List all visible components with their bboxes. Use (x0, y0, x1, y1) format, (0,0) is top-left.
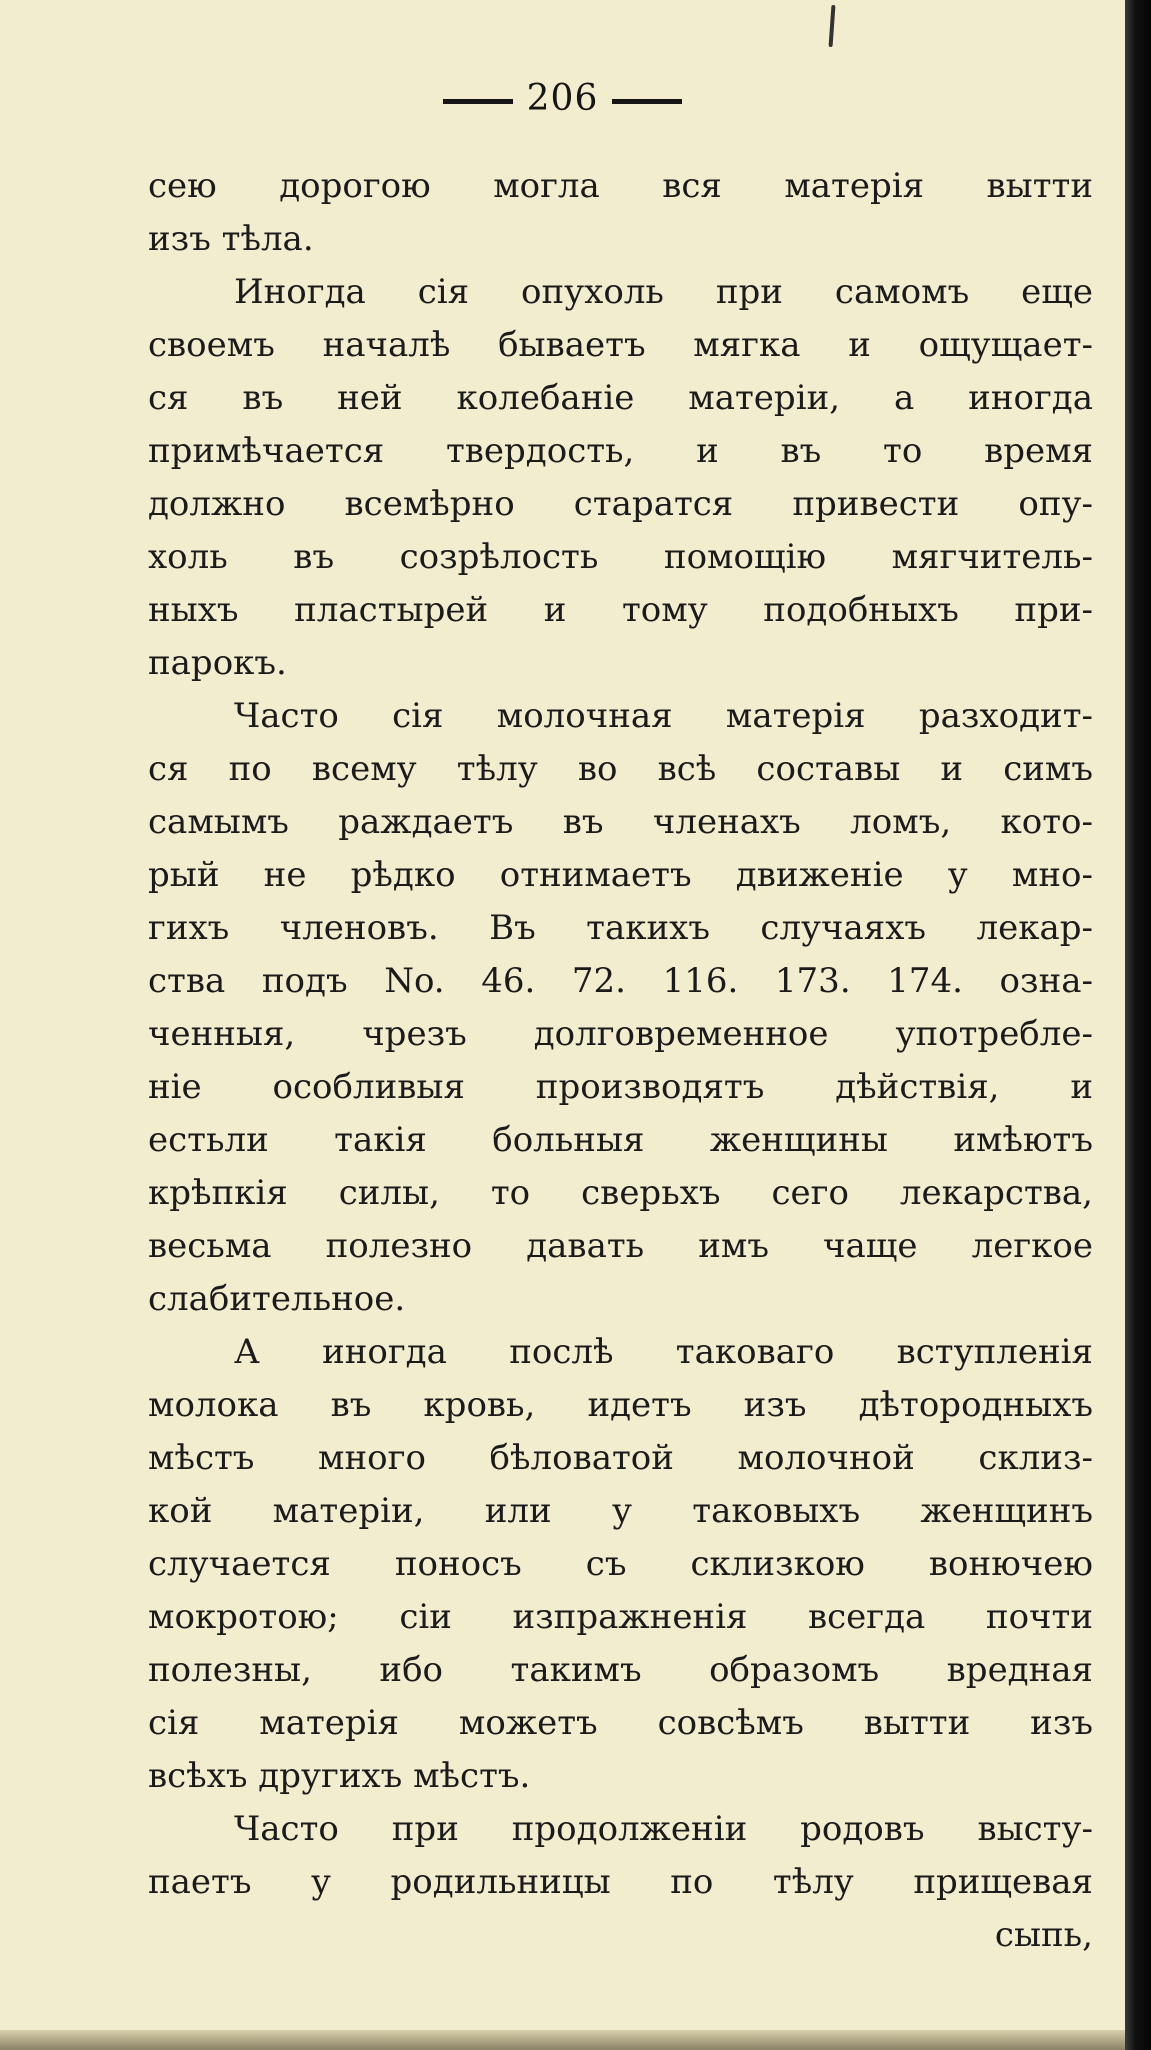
text-line: случается поносъ съ склизкою вонючею (148, 1544, 1093, 1584)
text-line: сею дорогою могла вся матерія вытти (148, 166, 1093, 206)
text-line: ченныя, чрезъ долговременное употребле- (148, 1014, 1093, 1054)
page-number: 206 (526, 78, 599, 119)
text-line: сія матерія можетъ совсѣмъ вытти изъ (148, 1703, 1093, 1743)
text-line: паетъ у родильницы по тѣлу прищевая (148, 1862, 1093, 1902)
text-line: примѣчается твердость, и въ то время (148, 431, 1093, 471)
text-line: ства подъ No. 46. 72. 116. 173. 174. озна- (148, 961, 1093, 1001)
text-line: ся въ ней колебаніе матеріи, а иногда (148, 378, 1093, 418)
paragraph-start-line: Иногда сія опухоль при самомъ еще (234, 272, 1093, 312)
book-binding-edge (1125, 0, 1151, 2050)
text-line: молока въ кровь, идетъ изъ дѣтородныхъ (148, 1385, 1093, 1425)
text-line: изъ тѣла. (148, 219, 314, 259)
paragraph-start-line: А иногда послѣ таковаго вступленія (234, 1332, 1093, 1372)
text-line: полезны, ибо такимъ образомъ вредная (148, 1650, 1093, 1690)
text-line: парокъ. (148, 643, 287, 683)
page-header (0, 78, 1125, 119)
text-line: ся по всему тѣлу во всѣ составы и симъ (148, 749, 1093, 789)
text-line: ныхъ пластырей и тому подобныхъ при- (148, 590, 1093, 630)
paragraph-start-line: Часто при продолженіи родовъ высту- (234, 1809, 1093, 1849)
text-line: рый не рѣдко отнимаетъ движеніе у мно- (148, 855, 1093, 895)
text-line: всѣхъ другихъ мѣстъ. (148, 1756, 531, 1796)
text-line: самымъ раждаетъ въ членахъ ломъ, кото- (148, 802, 1093, 842)
text-line: естьли такія больныя женщины имѣютъ (148, 1120, 1093, 1160)
page-bottom-edge (0, 2030, 1125, 2050)
text-line: весьма полезно давать имъ чаще легкое (148, 1226, 1093, 1266)
text-line: мокротою; сіи изпражненія всегда почти (148, 1597, 1093, 1637)
header-dash-left (443, 99, 513, 104)
text-line: мѣстъ много бѣловатой молочной склиз- (148, 1438, 1093, 1478)
text-line: холь въ созрѣлость помощію мягчитель- (148, 537, 1093, 577)
catchword: сыпь, (994, 1915, 1093, 1955)
paragraph-start-line: Часто сія молочная матерія разходит- (234, 696, 1093, 736)
text-line: гихъ членовъ. Въ такихъ случаяхъ лекар- (148, 908, 1093, 948)
text-line: слабительное. (148, 1279, 406, 1319)
body-text (148, 160, 1093, 1962)
text-line: ніе особливыя производятъ дѣйствія, и (148, 1067, 1093, 1107)
text-line: кой матеріи, или у таковыхъ женщинъ (148, 1491, 1093, 1531)
header-dash-right (612, 99, 682, 104)
text-line: своемъ началѣ бываетъ мягка и ощущает- (148, 325, 1093, 365)
text-line: крѣпкія силы, то сверьхъ сего лекарства, (148, 1173, 1093, 1213)
ink-mark (829, 5, 836, 47)
text-line: должно всемѣрно старатся привести опу- (148, 484, 1093, 524)
